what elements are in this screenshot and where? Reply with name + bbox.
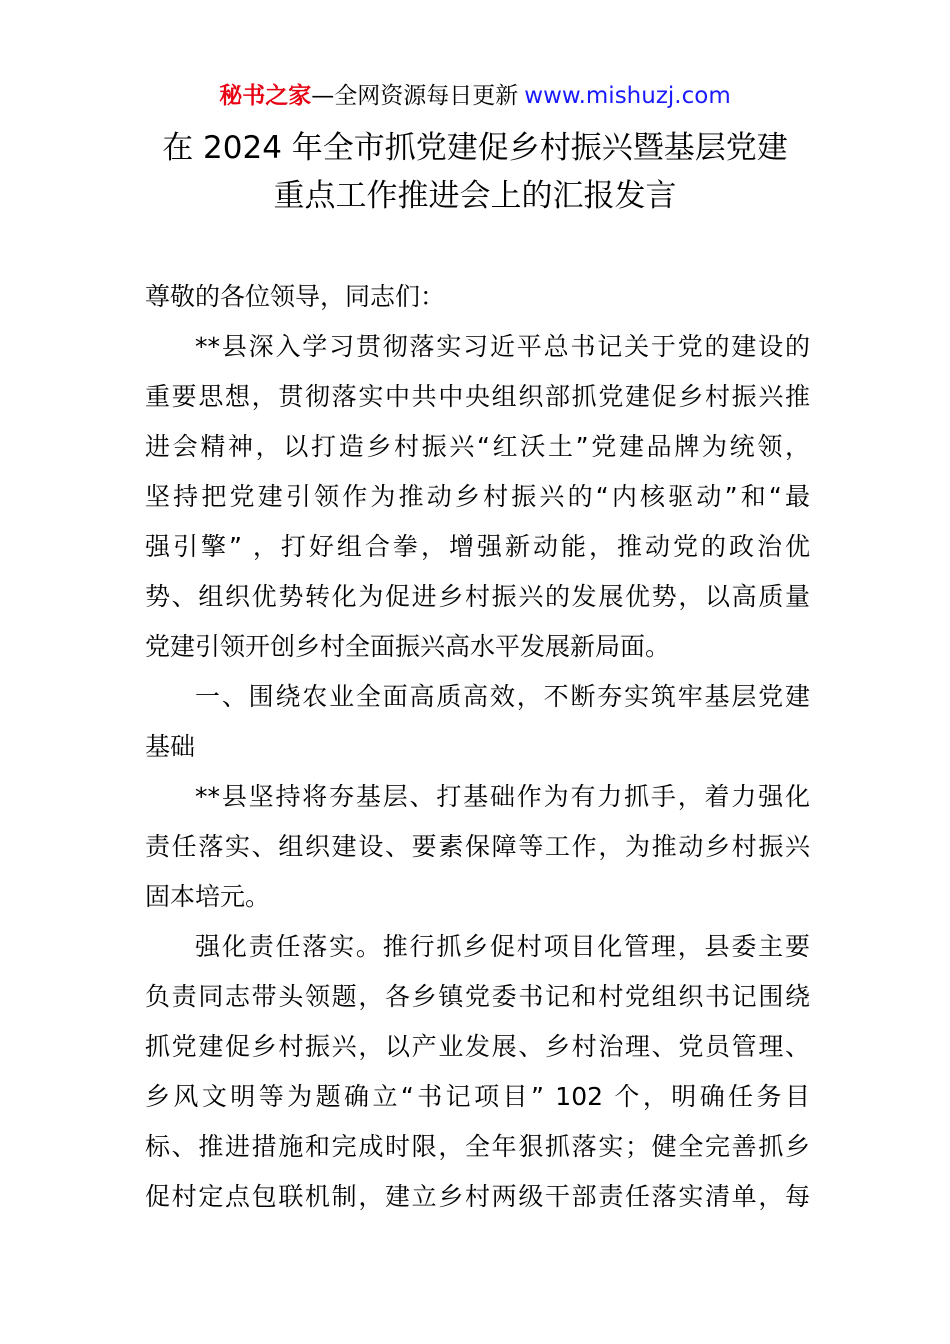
paragraph-line: 乡风文明等为题确立“书记项目” 102 个，明确任务目 [145, 1082, 810, 1111]
paragraph-line: 标、推进措施和完成时限，全年狠抓落实；健全完善抓乡 [145, 1132, 810, 1161]
title-line-2: 重点工作推进会上的汇报发言 [273, 178, 677, 214]
paragraph-line: **县坚持将夯基层、打基础作为有力抓手，着力强化 [195, 782, 810, 811]
paragraph-line: 责任落实、组织建设、要素保障等工作，为推动乡村振兴 [145, 832, 810, 861]
paragraph-foundation [145, 772, 810, 922]
paragraph-intro [145, 322, 810, 672]
document-body [145, 272, 810, 1222]
paragraph-line: 促村定点包联机制，建立乡村两级干部责任落实清单，每 [145, 1182, 810, 1211]
site-url-link[interactable]: www.mishuzj.com [524, 83, 731, 109]
paragraph-line: 固本培元。 [145, 882, 271, 911]
paragraph-line: **县深入学习贯彻落实习近平总书记关于党的建设的 [195, 332, 810, 361]
paragraph-line: 重要思想，贯彻落实中共中央组织部抓党建促乡村振兴推 [145, 382, 810, 411]
heading-line: 一、围绕农业全面高质高效，不断夯实筑牢基层党建 [195, 682, 810, 711]
paragraph-line: 抓党建促乡村振兴，以产业发展、乡村治理、党员管理、 [145, 1032, 810, 1061]
document-title [0, 124, 950, 220]
paragraph-line: 强引擎” ，打好组合拳，增强新动能，推动党的政治优 [145, 532, 810, 561]
section-heading-1 [145, 672, 810, 772]
header-tagline: —全网资源每日更新 [311, 83, 519, 109]
heading-line: 基础 [145, 732, 196, 761]
paragraph-line: 党建引领开创乡村全面振兴高水平发展新局面。 [145, 632, 671, 661]
brand-name: 秘书之家 [219, 83, 312, 109]
paragraph-responsibility [145, 922, 810, 1222]
paragraph-line: 负责同志带头领题，各乡镇党委书记和村党组织书记围绕 [145, 982, 810, 1011]
paragraph-line: 强化责任落实。推行抓乡促村项目化管理，县委主要 [195, 932, 810, 961]
site-header [0, 80, 950, 112]
paragraph-line: 进会精神，以打造乡村振兴“红沃土”党建品牌为统领， [145, 432, 810, 461]
paragraph-line: 坚持把党建引领作为推动乡村振兴的“内核驱动”和“最 [145, 482, 810, 511]
title-line-1: 在 2024 年全市抓党建促乡村振兴暨基层党建 [162, 130, 788, 166]
paragraph-line: 势、组织优势转化为促进乡村振兴的发展优势，以高质量 [145, 582, 810, 611]
salutation: 尊敬的各位领导，同志们： [145, 282, 446, 311]
